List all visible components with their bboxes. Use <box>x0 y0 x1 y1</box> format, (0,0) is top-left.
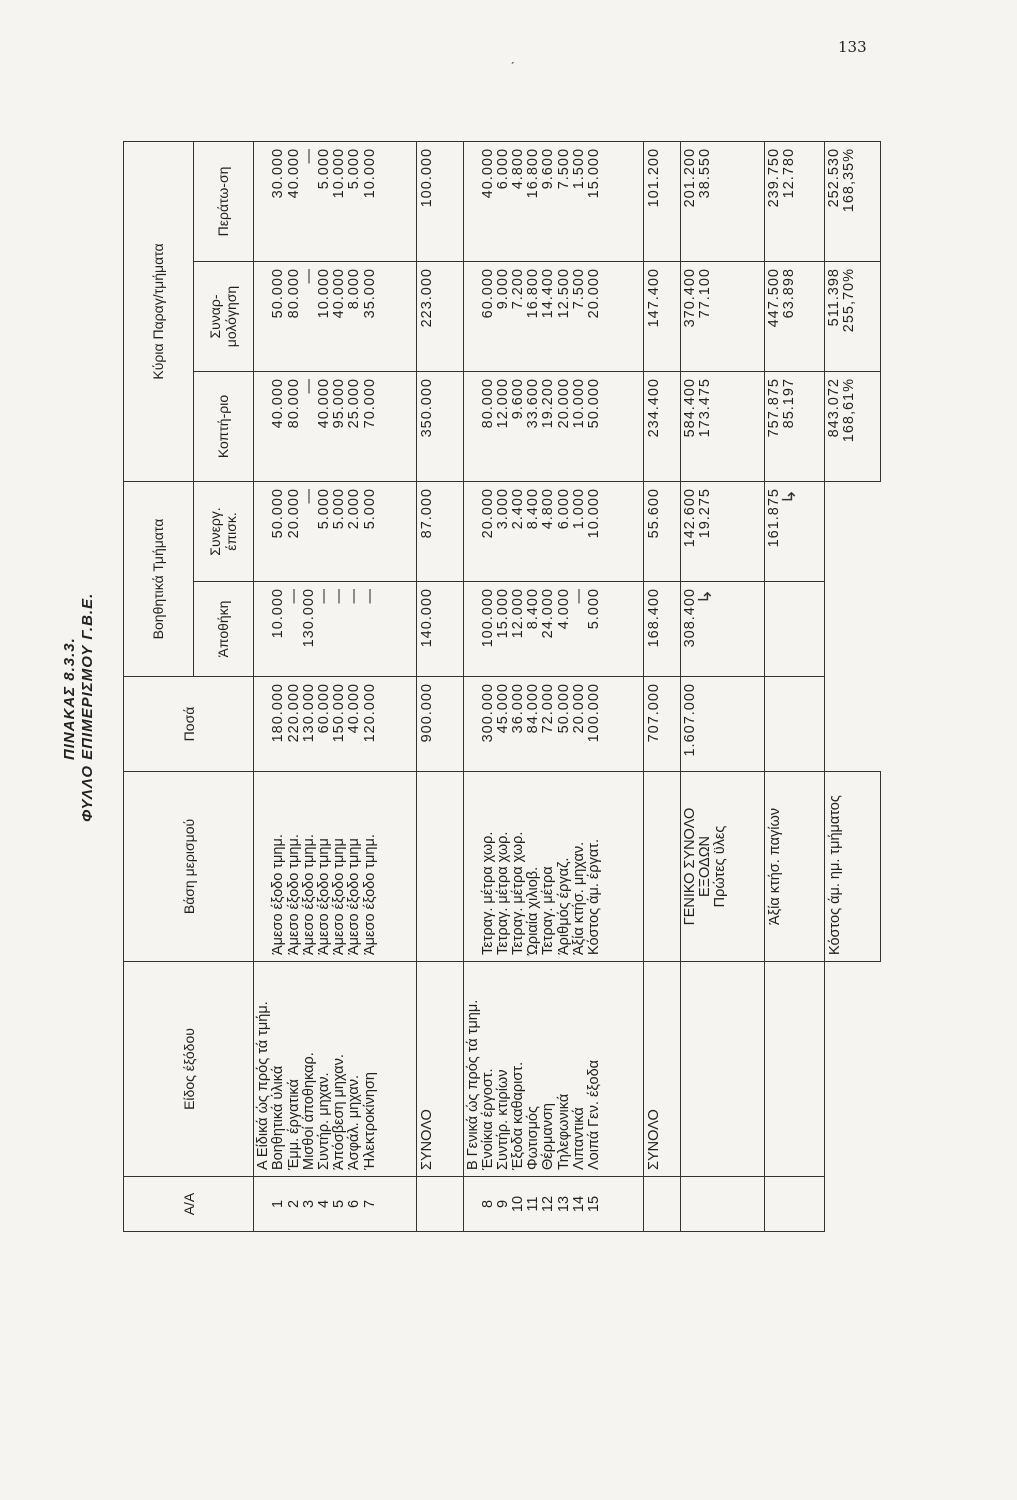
section-b-basis: Τετραγ. μέτρα χωρ. Τετραγ. μέτρα χωρ. Τετραγ. μέτρα χωρ. Ώριαία χιλιοβ. Τετραγ. μέτρα Άριθμός έργαζ. Άξία κτήσ. μηχαν. Κόστος άμ. έργατ. <box>463 772 643 962</box>
header-maintenance: Συνεργ. έπισκ. <box>193 482 253 582</box>
grand-total-warehouse: 308.400 ↳ <box>680 582 764 677</box>
section-a-cutting: 40.000 80.000 — 40.000 95.000 25.000 70.000 <box>254 372 417 482</box>
header-warehouse: Άποθήκη <box>193 582 253 677</box>
asset-value-row <box>764 141 824 1231</box>
subtotal-a-warehouse: 140.000 <box>417 582 464 677</box>
subtotal-b-label: ΣΥΝΟΛΟ <box>643 962 680 1177</box>
labour-cost-assembly: 511.398 255,70% <box>825 262 881 372</box>
section-a-warehouse: 10.000 — 130.000 — — — — <box>254 582 417 677</box>
table-number: ΠΙΝΑΚΑΣ 8.3.3. <box>61 637 78 760</box>
section-a-maintenance: 50.000 20.000 — 5.000 5.000 2.000 5.000 <box>254 482 417 582</box>
labour-cost-label: Κόστος άμ. ημ. τμήματος <box>825 772 881 962</box>
subtotal-a-row <box>417 141 464 1231</box>
header-assembly: Συναρ-μολόγηση <box>193 262 253 372</box>
grand-total-row <box>680 141 764 1231</box>
section-a-amount: 180.000 220.000 130.000 60.000 150.000 40.000 120.000 <box>254 677 417 772</box>
header-basis: Βάση μερισμού <box>124 772 254 962</box>
grand-total-cutting: 584.400 173.475 <box>680 372 764 482</box>
subtotal-a-assembly: 223.000 <box>417 262 464 372</box>
allocation-table-rotated <box>123 142 881 1232</box>
subtotal-b-assembly: 147.400 <box>643 262 680 372</box>
subtotal-a-label: ΣΥΝΟΛΟ <box>417 962 464 1177</box>
section-b-amount: 300.000 45.000 36.000 84.000 72.000 50.000 20.000 100.000 <box>463 677 643 772</box>
header-expense-type: Είδος έξόδου <box>124 962 254 1177</box>
asset-value-label: Άξία κτήσ. παγίων <box>764 772 824 962</box>
header-amount: Ποσά <box>124 677 254 772</box>
table-title: ΦΥΛΛΟ ΕΠΙΜΕΡΙΣΜΟΥ Γ.Β.Ε. <box>79 592 96 822</box>
subtotal-b-amount: 707.000 <box>643 677 680 772</box>
grand-total-finishing: 201.200 38.550 <box>680 141 764 261</box>
subtotal-b-finishing: 101.200 <box>643 141 680 261</box>
section-a-finishing: 30.000 40.000 — 5.000 10.000 5.000 10.000 <box>254 141 417 261</box>
labour-cost-row <box>825 141 881 1231</box>
subtotal-b-maintenance: 55.600 <box>643 482 680 582</box>
section-b-warehouse: 100.000 15.000 12.000 8.400 24.000 4.000 — 5.000 <box>463 582 643 677</box>
subtotal-a-amount: 900.000 <box>417 677 464 772</box>
subtotal-b-cutting: 234.400 <box>643 372 680 482</box>
header-aa: Α/Α <box>124 1177 254 1232</box>
section-b-maintenance: 20.000 3.000 2.400 8.400 4.800 6.000 1.000 10.000 <box>463 482 643 582</box>
grand-total-maintenance: 142.600 19.275 <box>680 482 764 582</box>
section-b-finishing: 40.000 6.000 4.800 16.800 9.600 7.500 1.500 15.000 <box>463 141 643 261</box>
allocation-table <box>123 141 881 1232</box>
header-cutting: Κοπτή-ριο <box>193 372 253 482</box>
page-number: 133 <box>838 38 867 56</box>
asset-value-assembly: 447.500 63.898 <box>764 262 824 372</box>
section-a-assembly: 50.000 80.000 — 10.000 40.000 8.000 35.000 <box>254 262 417 372</box>
section-b-numbers: 8 9 10 11 12 13 14 15 <box>463 1177 643 1232</box>
grand-total-labels: ΓΕΝΙΚΟ ΣΥΝΟΛΟ ΕΞΟΔΩΝ Πρώτες ϋλες <box>680 772 764 962</box>
section-a-basis: Άμεσο έξοδο τμημ. Άμεσο έξοδο τμημ. Άμεσο έξοδο τμημ. Άμεσο έξοδο τμημ Άμεσο έξοδο τμημ Άμεσο έξοδο τμημ Άμεσο έξοδο τμημ. <box>254 772 417 962</box>
subtotal-b-row <box>643 141 680 1231</box>
transfer-arrow-icon: ↳ <box>695 588 716 605</box>
header-finishing: Περάτω-ση <box>193 141 253 261</box>
section-b-row <box>463 141 643 1231</box>
labour-cost-cutting: 843.072 168,61% <box>825 372 881 482</box>
asset-value-cutting: 757.875 85.197 <box>764 372 824 482</box>
subtotal-a-cutting: 350.000 <box>417 372 464 482</box>
grand-total-amount: 1.607.000 <box>680 677 764 772</box>
subtotal-b-warehouse: 168.400 <box>643 582 680 677</box>
transfer-arrow-icon-2: ↳ <box>778 488 799 505</box>
grand-total-assembly: 370.400 77.100 <box>680 262 764 372</box>
subtotal-a-finishing: 100.000 <box>417 141 464 261</box>
header-main-departments: Κύρια Παραγ/τμήματα <box>124 141 194 481</box>
section-a-types: Α Είδικά ώς πρός τά τμήμ. Βοηθητικά ύλικά Έμμ. έργατικά Μισθοί άποθηκαρ. Συντήρ. μηχαν. Άπόσβεση μηχαν. Άσφάλ. μηχαν. Ήλεκτροκίνηση <box>254 962 417 1177</box>
subtotal-a-maintenance: 87.000 <box>417 482 464 582</box>
header-aux-departments: Βοηθητικά Τμήματα <box>124 482 194 677</box>
asset-value-maintenance: 161.875 ↳ <box>764 482 824 582</box>
section-a-row <box>254 141 417 1231</box>
asset-value-finishing: 239.750 12.780 <box>764 141 824 261</box>
labour-cost-finishing: 252.530 168,35% <box>825 141 881 261</box>
page-mark: ˏ <box>510 48 515 64</box>
section-b-types: Β Γενικά ώς πρός τά τμημ. Ένοίκια έργοστ. Συντήρ. κτιρίων Έξοδα καθαριστ. Φωτισμός Θέρμανση Τηλεφωνικά Λιπαντικά Λοιπά Γεν. έξοδα <box>463 962 643 1177</box>
section-b-cutting: 80.000 12.000 9.600 33.600 19.200 20.000 10.000 50.000 <box>463 372 643 482</box>
section-b-assembly: 60.000 9.000 7.200 16.800 14.400 12.500 7.500 20.000 <box>463 262 643 372</box>
section-a-numbers: 1 2 3 4 5 6 7 <box>254 1177 417 1232</box>
